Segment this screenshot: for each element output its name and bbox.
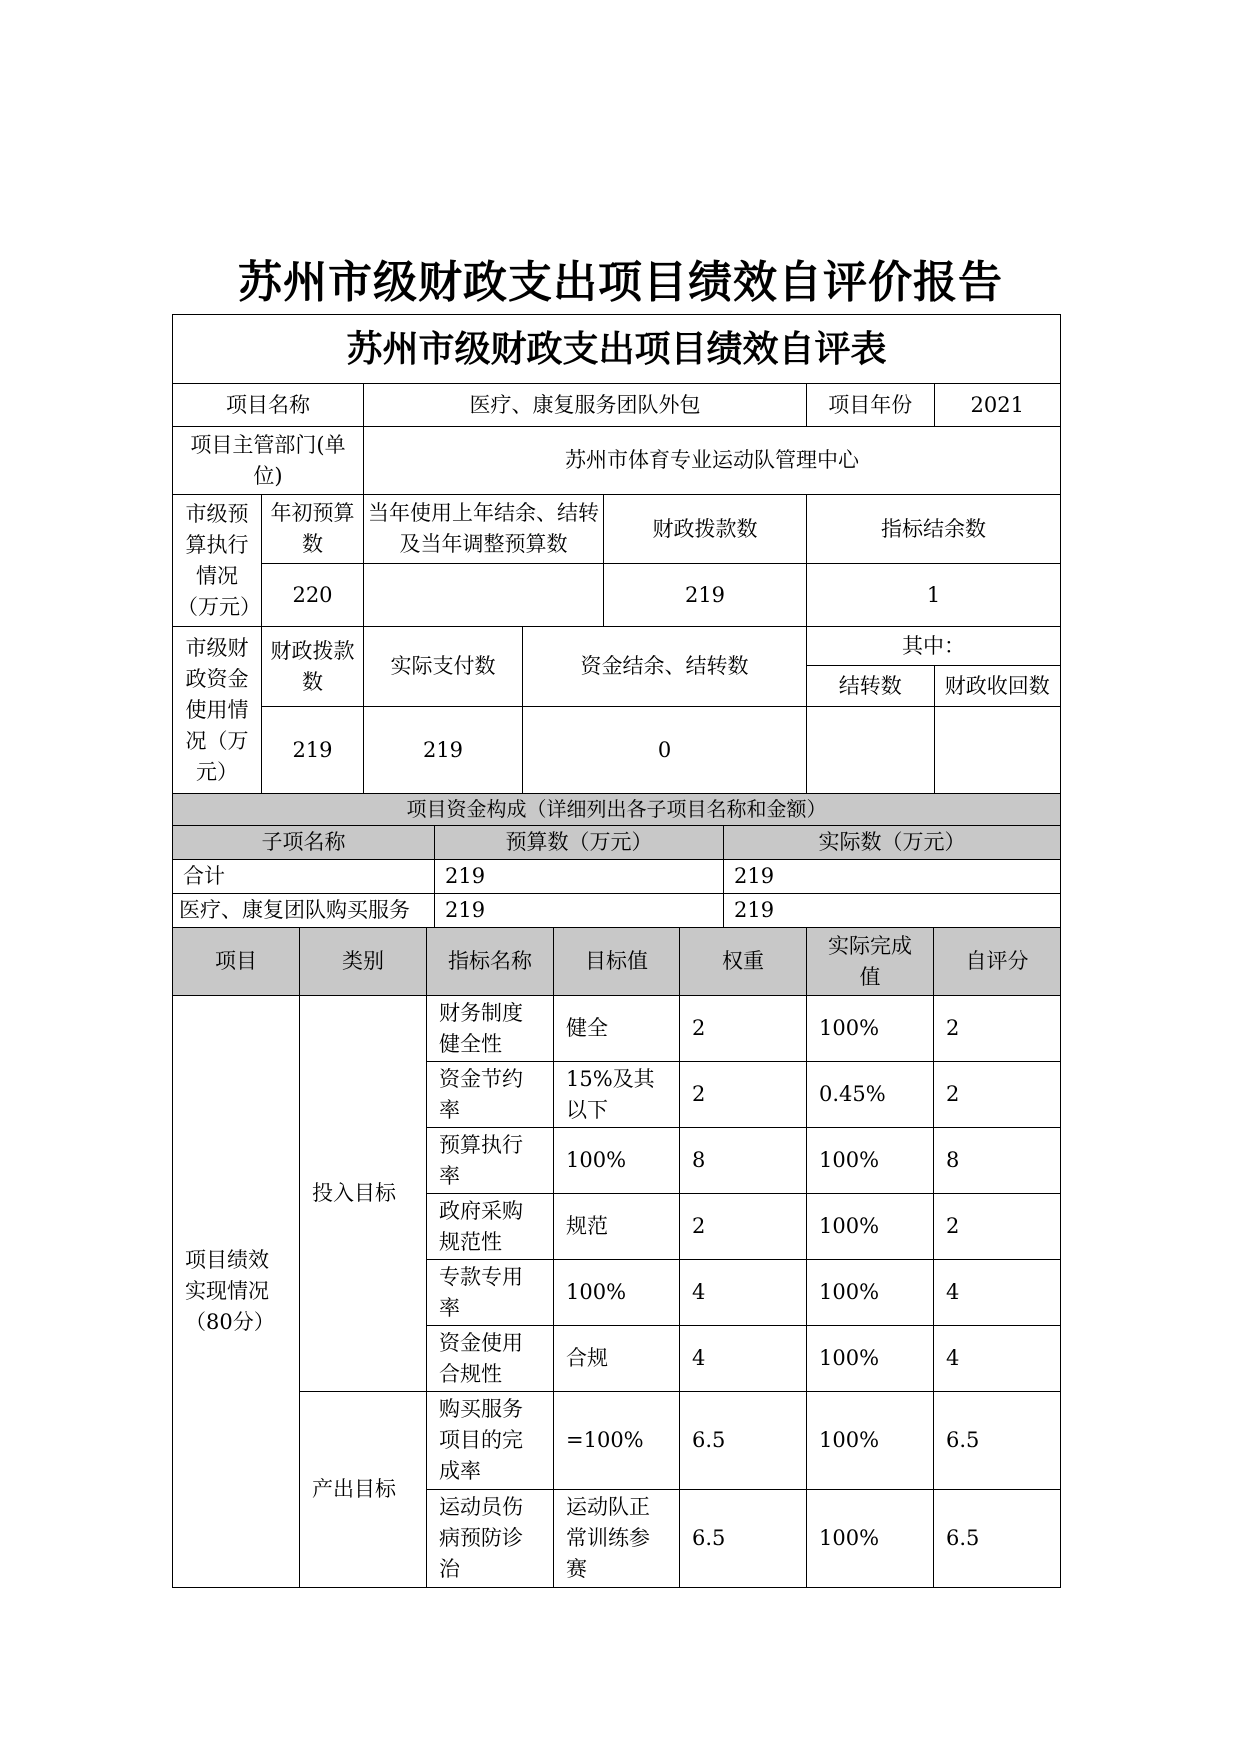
performance-header: 类别	[300, 928, 427, 996]
performance-header: 自评分	[934, 928, 1061, 996]
composition-name: 合计	[173, 860, 435, 894]
usage-row-label: 市级财政资金使用情况（万元）	[173, 627, 262, 794]
indicator-weight: 6.5	[680, 1392, 807, 1490]
indicator-name: 资金使用合规性	[427, 1326, 554, 1392]
project-name-label: 项目名称	[173, 384, 364, 427]
usage-value	[807, 707, 935, 793]
indicator-score: 6.5	[934, 1490, 1061, 1588]
indicator-actual: 0.45%	[807, 1062, 934, 1128]
dept-label: 项目主管部门(单位)	[173, 427, 364, 495]
performance-header: 权重	[680, 928, 807, 996]
budget-value: 219	[604, 564, 807, 627]
composition-actual: 219	[724, 894, 1061, 928]
budget-row-label: 市级预算执行情况（万元）	[173, 495, 262, 627]
indicator-actual: 100%	[807, 1194, 934, 1260]
indicator-name: 资金节约率	[427, 1062, 554, 1128]
indicator-score: 8	[934, 1128, 1061, 1194]
usage-of-which-cell	[807, 627, 1061, 707]
budget-header: 年初预算数	[262, 495, 364, 564]
category-label: 产出目标	[300, 1392, 427, 1588]
usage-sub-header: 财政收回数	[944, 673, 1050, 698]
project-year-label: 项目年份	[807, 384, 935, 426]
summary-table	[172, 314, 1061, 794]
composition-row	[173, 894, 1061, 928]
indicator-actual: 100%	[807, 1326, 934, 1392]
indicator-name: 购买服务项目的完成率	[427, 1392, 554, 1490]
usage-value: 219	[262, 707, 364, 794]
category-label: 投入目标	[300, 996, 427, 1392]
indicator-actual: 100%	[807, 1260, 934, 1326]
dept-value: 苏州市体育专业运动队管理中心	[364, 427, 1061, 495]
performance-table	[172, 927, 1061, 1588]
performance-header: 指标名称	[427, 928, 554, 996]
indicator-weight: 4	[680, 1326, 807, 1392]
indicator-score: 2	[934, 1062, 1061, 1128]
composition-header: 预算数（万元）	[435, 826, 724, 860]
indicator-score: 4	[934, 1260, 1061, 1326]
project-year-cell	[807, 384, 1061, 427]
project-year-value: 2021	[970, 392, 1024, 417]
usage-sub-values	[807, 707, 1061, 794]
composition-actual: 219	[724, 860, 1061, 894]
usage-header: 财政拨款数	[262, 627, 364, 707]
indicator-score: 2	[934, 1194, 1061, 1260]
composition-row	[173, 860, 1061, 894]
usage-header: 实际支付数	[364, 627, 523, 707]
indicator-target: 健全	[554, 996, 680, 1062]
budget-value: 220	[262, 564, 364, 627]
indicator-score: 2	[934, 996, 1061, 1062]
indicator-target: =100%	[554, 1392, 680, 1490]
performance-header: 项目	[173, 928, 300, 996]
composition-budget: 219	[435, 894, 724, 928]
performance-header: 实际完成值	[807, 928, 934, 996]
performance-project-label: 项目绩效实现情况（80分）	[173, 996, 300, 1588]
indicator-actual: 100%	[807, 996, 934, 1062]
indicator-weight: 2	[680, 1194, 807, 1260]
usage-sub-header: 结转数	[807, 666, 935, 706]
usage-value	[935, 707, 1061, 793]
indicator-target: 15%及其以下	[554, 1062, 680, 1128]
table-title: 苏州市级财政支出项目绩效自评表	[173, 315, 1061, 384]
indicator-name: 预算执行率	[427, 1128, 554, 1194]
indicator-target: 合规	[554, 1326, 680, 1392]
indicator-target: 100%	[554, 1260, 680, 1326]
composition-header: 实际数（万元）	[724, 826, 1061, 860]
budget-value	[364, 564, 604, 627]
indicator-actual: 100%	[807, 1392, 934, 1490]
indicator-target: 100%	[554, 1128, 680, 1194]
indicator-actual: 100%	[807, 1490, 934, 1588]
indicator-name: 运动员伤病预防诊治	[427, 1490, 554, 1588]
project-name-value: 医疗、康复服务团队外包	[364, 384, 807, 427]
composition-budget: 219	[435, 860, 724, 894]
indicator-name: 财务制度健全性	[427, 996, 554, 1062]
indicator-weight: 2	[680, 1062, 807, 1128]
composition-name: 医疗、康复团队购买服务	[173, 894, 435, 928]
indicator-weight: 4	[680, 1260, 807, 1326]
indicator-weight: 2	[680, 996, 807, 1062]
budget-header: 当年使用上年结余、结转及当年调整预算数	[364, 495, 604, 564]
budget-header: 指标结余数	[807, 495, 1061, 564]
indicator-target: 运动队正常训练参赛	[554, 1490, 680, 1588]
budget-value: 1	[807, 564, 1061, 627]
composition-section-title: 项目资金构成（详细列出各子项目名称和金额）	[173, 794, 1061, 826]
budget-header: 财政拨款数	[604, 495, 807, 564]
indicator-weight: 8	[680, 1128, 807, 1194]
indicator-score: 6.5	[934, 1392, 1061, 1490]
indicator-target: 规范	[554, 1194, 680, 1260]
indicator-actual: 100%	[807, 1128, 934, 1194]
composition-table	[172, 793, 1061, 928]
usage-value: 219	[364, 707, 523, 794]
performance-header: 目标值	[554, 928, 680, 996]
indicator-name: 政府采购规范性	[427, 1194, 554, 1260]
of-which-label: 其中：	[807, 627, 1060, 666]
indicator-score: 4	[934, 1326, 1061, 1392]
indicator-weight: 6.5	[680, 1490, 807, 1588]
usage-header: 资金结余、结转数	[523, 627, 807, 707]
composition-header: 子项名称	[173, 826, 435, 860]
indicator-row	[173, 996, 1061, 1062]
indicator-row	[173, 1392, 1061, 1490]
document-title: 苏州市级财政支出项目绩效自评价报告	[238, 257, 1003, 308]
usage-value: 0	[523, 707, 807, 794]
indicator-name: 专款专用率	[427, 1260, 554, 1326]
